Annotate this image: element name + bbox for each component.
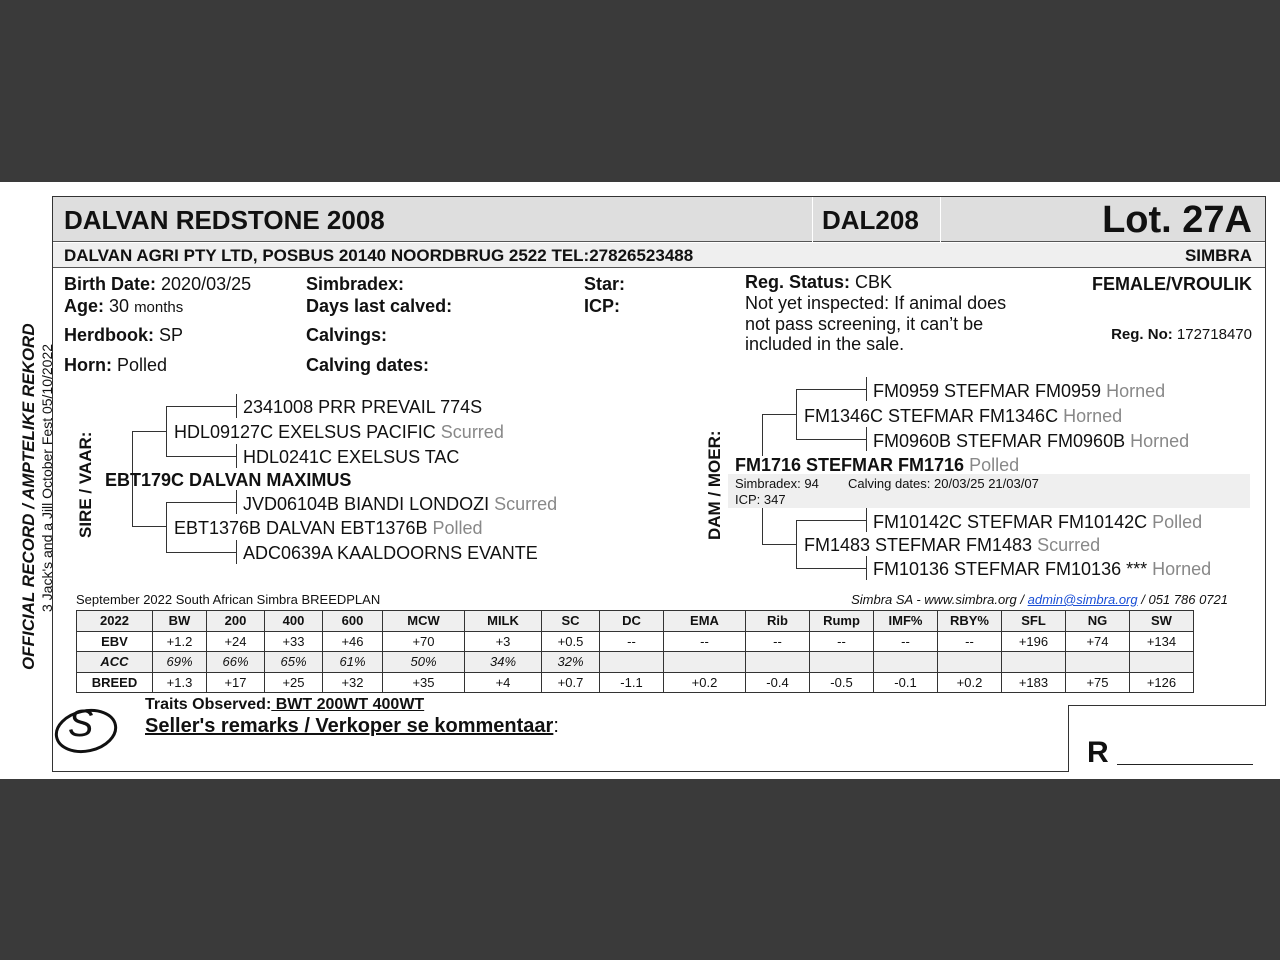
remarks-colon: :: [553, 715, 559, 737]
breedplan-cell: +74: [1066, 631, 1130, 652]
breedplan-cell: +4: [465, 672, 542, 693]
herdbook: [64, 325, 183, 346]
breedplan-cell: 61%: [323, 652, 383, 673]
breedplan-cell: +3: [465, 631, 542, 652]
breedplan-header-cell: DC: [600, 611, 664, 632]
pedigree-line: [796, 520, 866, 521]
breedplan-header-cell: RBY%: [938, 611, 1002, 632]
pedigree-line: [236, 394, 237, 418]
breedplan-cell: +0.5: [542, 631, 600, 652]
pedigree-line: [132, 431, 166, 432]
simbra-contact: [851, 592, 1228, 607]
breedplan-cell: --: [938, 631, 1002, 652]
breedplan-header-cell: NG: [1066, 611, 1130, 632]
dam-granddam-sire-horn: Polled: [1152, 512, 1203, 532]
breedplan-row-label: ACC: [77, 652, 153, 673]
breedplan-cell: --: [746, 631, 810, 652]
pedigree-line: [236, 540, 237, 564]
breedplan-cell: 66%: [207, 652, 265, 673]
simbra-website: Simbra SA - www.simbra.org /: [851, 592, 1024, 607]
inspection-note: Not yet inspected: If animal does: [745, 293, 1007, 313]
breedplan-cell: +32: [323, 672, 383, 693]
breedplan-cell: +134: [1130, 631, 1194, 652]
pedigree-line: [866, 508, 867, 532]
breedplan-header-cell: EMA: [664, 611, 746, 632]
pedigree-line: [796, 520, 797, 568]
dam-grandsire-sire-horn: Horned: [1106, 381, 1166, 401]
traits-label: Traits Observed:: [145, 696, 272, 713]
animal-code: DAL208: [822, 205, 919, 235]
breedplan-row: [77, 631, 1194, 652]
breedplan-row-label: EBV: [77, 631, 153, 652]
breedplan-cell: +75: [1066, 672, 1130, 693]
breedplan-cell: -0.1: [874, 672, 938, 693]
dam-horn: Polled: [969, 455, 1020, 475]
breedplan-cell: +0.7: [542, 672, 600, 693]
dam-grandsire-horn: Horned: [1063, 406, 1123, 426]
breedplan-table: [76, 610, 1194, 693]
dam-grandsire-sire-name: FM0959 STEFMAR FM0959: [873, 381, 1102, 401]
reg-status-value: CBK: [855, 272, 893, 292]
breedplan-row-label: BREED: [77, 672, 153, 693]
pedigree-line: [762, 508, 763, 544]
dam-granddam-sire-name: FM10142C STEFMAR FM10142C: [873, 512, 1148, 532]
dam-grandsire-dam-name: FM0960B STEFMAR FM0960B: [873, 431, 1126, 451]
breedplan-cell: +1.3: [153, 672, 207, 693]
dam-grandsire-sire: [873, 381, 1165, 402]
age-label: Age:: [64, 296, 104, 316]
days-last-calved-label: Days last calved:: [306, 296, 453, 316]
breedplan-cell: 65%: [265, 652, 323, 673]
breedplan-cell: +46: [323, 631, 383, 652]
dam-calving-dates: Calving dates: 20/03/25 21/03/07: [848, 476, 1039, 491]
sire-granddam-horn: Polled: [432, 518, 483, 538]
header-divider: [812, 197, 813, 242]
breedplan-header-cell: 2022: [77, 611, 153, 632]
dam-icp: ICP: 347: [735, 492, 786, 507]
dam-label: DAM / MOER:: [705, 430, 724, 540]
breedplan-cell: [1066, 652, 1130, 673]
event-label: 3 Jack's and a Jill October Fest 05/10/2022: [39, 343, 55, 612]
inspection-note: included in the sale.: [745, 334, 905, 354]
breedplan-cell: [600, 652, 664, 673]
breedplan-header-cell: MILK: [465, 611, 542, 632]
simbradex-label: Simbradex:: [306, 274, 405, 294]
herdbook-value: SP: [159, 325, 184, 345]
pedigree-line: [166, 406, 236, 407]
sire-grandsire-horn: Scurred: [440, 422, 504, 442]
breedplan-cell: 32%: [542, 652, 600, 673]
breedplan-cell: [810, 652, 874, 673]
pedigree-line: [166, 502, 236, 503]
sire-grandsire-sire: 2341008 PRR PREVAIL 774S: [243, 397, 483, 417]
pedigree-line: [236, 490, 237, 514]
birth-date: [64, 274, 251, 295]
traits-value: BWT 200WT 400WT: [271, 696, 425, 713]
horn-value: Polled: [117, 355, 168, 375]
breedplan-header-cell: 600: [323, 611, 383, 632]
breedplan-header-cell: 200: [207, 611, 265, 632]
dam-simbradex: Simbradex: 94: [735, 476, 819, 491]
animal-name: DALVAN REDSTONE 2008: [64, 205, 385, 235]
icp-label: ICP:: [584, 296, 620, 316]
dam-grandsire: [804, 406, 1122, 427]
sire-granddam-sire-name: JVD06104B BIANDI LONDOZI: [243, 494, 490, 514]
breedplan-cell: --: [600, 631, 664, 652]
sellers-remarks: [145, 715, 559, 738]
breedplan-cell: +33: [265, 631, 323, 652]
age-value: 30: [109, 296, 130, 316]
reg-status-label: Reg. Status:: [745, 272, 851, 292]
breedplan-cell: +0.2: [938, 672, 1002, 693]
breedplan-cell: [1002, 652, 1066, 673]
sire-granddam-sire-horn: Scurred: [494, 494, 558, 514]
dam-grandsire-dam-horn: Horned: [1130, 431, 1190, 451]
sire-granddam: [174, 518, 483, 539]
breedplan-header-cell: SW: [1130, 611, 1194, 632]
pedigree-line: [166, 502, 167, 552]
calvings-label: Calvings:: [306, 325, 388, 345]
simbra-logo: [54, 705, 118, 755]
inspection-note: not pass screening, it can’t be: [745, 314, 984, 334]
sellers-remarks-label: Seller's remarks / Verkoper se kommentaar: [145, 715, 554, 737]
pedigree-line: [866, 377, 867, 401]
breedplan-cell: 69%: [153, 652, 207, 673]
reg-status: [745, 272, 892, 293]
breedplan-cell: [1130, 652, 1194, 673]
pedigree-line: [796, 439, 866, 440]
dam-granddam: [804, 535, 1100, 556]
breedplan-cell: +126: [1130, 672, 1194, 693]
breedplan-row: [77, 652, 1194, 673]
breedplan-cell: --: [874, 631, 938, 652]
sire-granddam-sire: [243, 494, 557, 515]
pedigree-line: [796, 389, 797, 439]
breedplan-header-cell: Rib: [746, 611, 810, 632]
reg-no-value: 172718470: [1176, 326, 1252, 343]
sire-grandsire: [174, 422, 504, 443]
breedplan-cell: --: [810, 631, 874, 652]
dam-granddam-sire: [873, 512, 1202, 533]
dam-granddam-dam: [873, 559, 1211, 580]
traits-observed: [145, 696, 424, 714]
reg-no: [1111, 326, 1252, 343]
age: [64, 296, 183, 317]
pedigree-line: [166, 456, 236, 457]
breedplan-header-cell: MCW: [383, 611, 465, 632]
breedplan-cell: +25: [265, 672, 323, 693]
breedplan-cell: +1.2: [153, 631, 207, 652]
breed: SIMBRA: [1184, 246, 1252, 265]
breedplan-header-row: [77, 611, 1194, 632]
calving-dates-label: Calving dates:: [306, 355, 430, 375]
breedplan-cell: -1.1: [600, 672, 664, 693]
breedplan-row: [77, 672, 1194, 693]
dam-granddam-name: FM1483 STEFMAR FM1483: [804, 535, 1033, 555]
breedplan-cell: +183: [1002, 672, 1066, 693]
breedplan-cell: +0.2: [664, 672, 746, 693]
sire-name: EBT179C DALVAN MAXIMUS: [105, 470, 352, 490]
breedplan-header-cell: BW: [153, 611, 207, 632]
pedigree-line: [866, 427, 867, 451]
sire-label: SIRE / VAAR:: [76, 431, 95, 538]
breedplan-cell: [664, 652, 746, 673]
breedplan-cell: --: [664, 631, 746, 652]
breedplan-header-cell: Rump: [810, 611, 874, 632]
horn-label: Horn:: [64, 355, 112, 375]
dam-grandsire-name: FM1346C STEFMAR FM1346C: [804, 406, 1059, 426]
breedplan-caption: September 2022 South African Simbra BREEDPLAN: [76, 592, 381, 607]
breedplan-cell: 34%: [465, 652, 542, 673]
r-label: R: [1087, 736, 1109, 769]
breedplan-cell: [874, 652, 938, 673]
breeder-details: DALVAN AGRI PTY LTD, POSBUS 20140 NOORDBRUG 2522 TEL:27826523488: [64, 246, 694, 265]
sire-granddam-dam: ADC0639A KAALDOORNS EVANTE: [243, 543, 538, 563]
dam-granddam-dam-horn: Horned: [1152, 559, 1212, 579]
pedigree-line: [762, 544, 796, 545]
pedigree-line: [762, 414, 796, 415]
breedplan-cell: +196: [1002, 631, 1066, 652]
sire-granddam-name: EBT1376B DALVAN EBT1376B: [174, 518, 428, 538]
breedplan-cell: -0.4: [746, 672, 810, 693]
pedigree-line: [796, 389, 866, 390]
pedigree-line: [796, 568, 866, 569]
star-label: Star:: [584, 274, 626, 294]
logo-letter: S: [68, 703, 94, 745]
official-record-label: OFFICIAL RECORD / AMPTELIKE REKORD: [19, 323, 38, 670]
dam-grandsire-dam: [873, 431, 1189, 452]
breedplan-cell: +24: [207, 631, 265, 652]
pedigree-line: [166, 552, 236, 553]
reg-no-label: Reg. No:: [1111, 326, 1173, 343]
sire-grandsire-name: HDL09127C EXELSUS PACIFIC: [174, 422, 436, 442]
breedplan-header-cell: IMF%: [874, 611, 938, 632]
birth-date-value: 2020/03/25: [161, 274, 252, 294]
rating-line: [1117, 764, 1253, 765]
dam-granddam-dam-name: FM10136 STEFMAR FM10136 ***: [873, 559, 1148, 579]
sex: FEMALE/VROULIK: [1092, 274, 1252, 294]
pedigree-line: [166, 406, 167, 456]
breedplan-cell: 50%: [383, 652, 465, 673]
age-unit: months: [134, 299, 184, 316]
pedigree-line: [132, 526, 166, 527]
header-divider: [940, 197, 941, 242]
lot-number: Lot. 27A: [1102, 199, 1252, 241]
breedplan-cell: +70: [383, 631, 465, 652]
pedigree-line: [762, 414, 763, 456]
dam-granddam-horn: Scurred: [1037, 535, 1101, 555]
breedplan-header-cell: 400: [265, 611, 323, 632]
simbra-phone: / 051 786 0721: [1141, 592, 1228, 607]
breedplan-header-cell: SC: [542, 611, 600, 632]
breedplan-cell: -0.5: [810, 672, 874, 693]
breedplan-cell: [938, 652, 1002, 673]
birth-date-label: Birth Date:: [64, 274, 157, 294]
simbra-email-link[interactable]: admin@simbra.org: [1027, 592, 1138, 607]
breedplan-cell: +17: [207, 672, 265, 693]
pedigree-line: [236, 444, 237, 468]
breedplan-cell: +35: [383, 672, 465, 693]
breedplan-header-cell: SFL: [1002, 611, 1066, 632]
pedigree-line: [866, 556, 867, 580]
horn: [64, 355, 167, 376]
herdbook-label: Herdbook:: [64, 325, 154, 345]
sire-grandsire-dam: HDL0241C EXELSUS TAC: [243, 447, 460, 467]
dam-name: [735, 455, 1019, 476]
dam-name-value: FM1716 STEFMAR FM1716: [735, 455, 965, 475]
breedplan-cell: [746, 652, 810, 673]
